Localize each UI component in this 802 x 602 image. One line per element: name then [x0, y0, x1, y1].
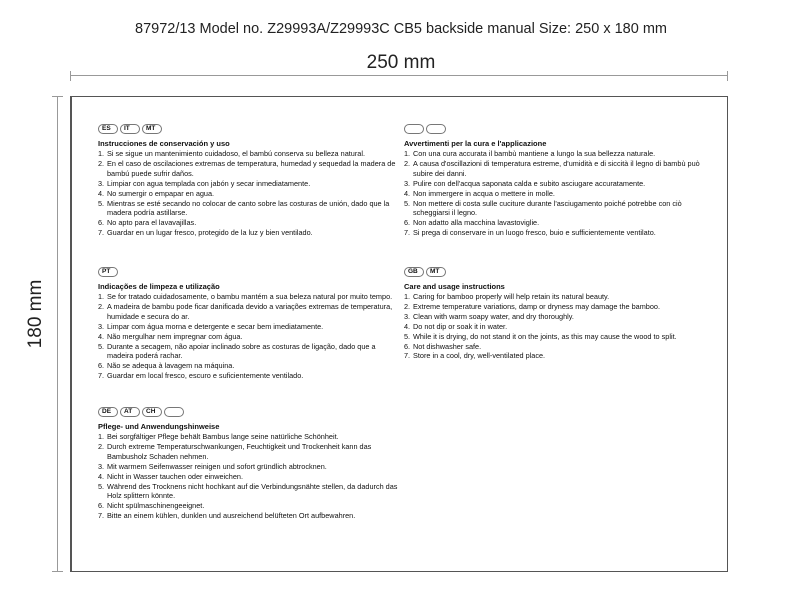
- instruction-item: [404, 189, 710, 199]
- language-badges: [98, 407, 403, 417]
- instruction-list: [98, 149, 403, 238]
- item-text: Si prega di conservare in un luogo fresco, buio e sufficientemente ventilato.: [413, 228, 656, 238]
- item-number: 4.: [98, 471, 105, 481]
- item-number: 5.: [404, 198, 411, 208]
- section-it: [404, 124, 710, 238]
- instruction-item: [98, 332, 403, 342]
- item-text: Limpar com água morna e detergente e secar bem imediatamente.: [107, 321, 324, 331]
- section-title: Instrucciones de conservación y uso: [98, 139, 230, 148]
- item-text: Not dishwasher safe.: [413, 341, 482, 351]
- instruction-list: [404, 292, 710, 361]
- instruction-item: [404, 302, 710, 312]
- item-number: 6.: [404, 218, 411, 228]
- instruction-item: [404, 292, 710, 302]
- item-text: Durante a secagem, não apoiar inclinado sobre as costuras de ligação, dado que a madeira poderá rachar.: [107, 341, 376, 361]
- instruction-item: [98, 159, 403, 179]
- instruction-item: [98, 199, 403, 219]
- instruction-item: [404, 218, 710, 228]
- section-title: Indicações de limpeza e utilização: [98, 282, 220, 291]
- item-text: Guardar en un lugar fresco, protegido de la luz y bien ventilado.: [107, 228, 313, 238]
- item-text: Do not dip or soak it in water.: [413, 321, 508, 331]
- document-title: 87972/13 Model no. Z29993A/Z29993C CB5 backside manual Size: 250 x 180 mm: [135, 21, 667, 37]
- instruction-item: [404, 159, 710, 179]
- language-badge: GB: [404, 267, 424, 277]
- item-number: 3.: [404, 178, 411, 188]
- instruction-item: [98, 228, 403, 238]
- item-text: Não se adequa à lavagem na máquina.: [107, 361, 235, 371]
- language-badge: [404, 124, 424, 134]
- item-text: Limpiar con agua templada con jabón y secar inmediatamente.: [107, 178, 311, 188]
- item-text: Si se sigue un mantenimiento cuidadoso, el bambú conserva su belleza natural.: [107, 149, 365, 158]
- item-text: Guardar em local fresco, escuro e suficientemente ventilado.: [107, 371, 304, 381]
- item-number: 5.: [98, 341, 105, 351]
- instruction-item: [98, 432, 403, 442]
- item-number: 7.: [98, 511, 105, 521]
- item-number: 1.: [404, 149, 411, 158]
- item-text: Non mettere di costa sulle cuciture durante l'asciugamento poiché potrebbe con ciò scheggiarsi il legno.: [413, 198, 682, 218]
- item-number: 6.: [98, 501, 105, 511]
- item-text: Mit warmem Seifenwasser reinigen und sofort gründlich abtrocknen.: [107, 461, 327, 471]
- instruction-item: [404, 332, 710, 342]
- section-title: Avvertimenti per la cura e l'applicazione: [404, 139, 547, 148]
- instruction-item: [98, 511, 403, 521]
- instruction-item: [404, 342, 710, 352]
- language-badge: PT: [98, 267, 118, 277]
- item-text: Caring for bamboo properly will help retain its natural beauty.: [413, 292, 610, 301]
- instruction-item: [98, 218, 403, 228]
- section-title: Pflege- und Anwendungshinweise: [98, 422, 220, 431]
- item-number: 1.: [98, 149, 105, 158]
- instruction-item: [98, 482, 403, 502]
- language-badges: [404, 124, 710, 134]
- language-badges: [404, 267, 710, 277]
- instruction-item: [404, 199, 710, 219]
- item-number: 1.: [404, 292, 411, 301]
- item-number: 7.: [98, 371, 105, 381]
- height-dimension-tick-top: [52, 96, 63, 97]
- item-number: 7.: [98, 228, 105, 238]
- item-text: No apto para el lavavajillas.: [107, 218, 197, 228]
- item-text: Se for tratado cuidadosamente, o bambu mantém a sua beleza natural por muito tempo.: [107, 292, 393, 301]
- item-number: 6.: [98, 361, 105, 371]
- item-number: 4.: [98, 331, 105, 341]
- item-text: A causa d'oscillazioni di temperatura estreme, d'umidità e di siccità il legno di bambù può subire dei danni.: [413, 158, 700, 178]
- item-number: 6.: [98, 218, 105, 228]
- item-text: Nicht in Wasser tauchen oder einweichen.: [107, 471, 244, 481]
- language-badge: CH: [142, 407, 162, 417]
- item-text: Clean with warm soapy water, and dry thoroughly.: [413, 311, 574, 321]
- item-number: 1.: [98, 292, 105, 301]
- item-number: 2.: [98, 441, 105, 451]
- width-dimension-tick-left: [70, 71, 71, 81]
- instruction-item: [98, 189, 403, 199]
- language-badge: IT: [120, 124, 140, 134]
- item-text: Non immergere in acqua o mettere in molle.: [413, 188, 555, 198]
- item-number: 2.: [404, 301, 411, 311]
- item-number: 4.: [404, 188, 411, 198]
- instruction-item: [98, 361, 403, 371]
- width-dimension-line: [70, 75, 728, 76]
- instruction-item: [98, 322, 403, 332]
- item-text: Mientras se esté secando no colocar de canto sobre las costuras de unión, dado que la madera podría astillarse.: [107, 198, 390, 218]
- manual-sheet: [70, 96, 728, 572]
- item-text: Bei sorgfältiger Pflege behält Bambus lange seine natürliche Schönheit.: [107, 432, 339, 441]
- height-dimension-line: [57, 96, 58, 572]
- language-badge: MT: [142, 124, 162, 134]
- instruction-item: [98, 302, 403, 322]
- item-text: Con una cura accurata il bambù mantiene a lungo la sua bellezza naturale.: [413, 149, 656, 158]
- language-badge: [426, 124, 446, 134]
- item-number: 1.: [98, 432, 105, 441]
- item-number: 5.: [98, 198, 105, 208]
- language-badges: [98, 124, 403, 134]
- item-number: 3.: [98, 321, 105, 331]
- item-number: 4.: [98, 188, 105, 198]
- instruction-item: [404, 149, 710, 159]
- item-number: 7.: [404, 351, 411, 361]
- item-number: 3.: [404, 311, 411, 321]
- item-text: A madeira de bambu pode ficar danificada devido a variações extremas de temperatura, humidade e secura do ar.: [107, 301, 393, 321]
- language-badge: ES: [98, 124, 118, 134]
- section-title: Care and usage instructions: [404, 282, 505, 291]
- item-text: Pulire con dell'acqua saponata calda e subito asciugare accuratamente.: [413, 178, 646, 188]
- instruction-item: [404, 322, 710, 332]
- item-text: Store in a cool, dry, well-ventilated place.: [413, 351, 546, 361]
- item-number: 3.: [98, 461, 105, 471]
- item-number: 2.: [98, 301, 105, 311]
- item-number: 2.: [404, 158, 411, 168]
- item-number: 7.: [404, 228, 411, 238]
- item-number: 4.: [404, 321, 411, 331]
- section-de: [98, 407, 403, 521]
- section-gb: [404, 267, 710, 361]
- instruction-list: [98, 292, 403, 381]
- width-dimension-label: 250 mm: [366, 52, 436, 73]
- instruction-item: [404, 179, 710, 189]
- instruction-item: [404, 351, 710, 361]
- item-text: While it is drying, do not stand it on the joints, as this may cause the wood to split.: [413, 331, 677, 341]
- language-badges: [98, 267, 403, 277]
- instruction-list: [404, 149, 710, 238]
- height-dimension-label: 180 mm: [25, 279, 46, 349]
- language-badge: [164, 407, 184, 417]
- item-text: Nicht spülmaschinengeeignet.: [107, 501, 205, 511]
- width-dimension-tick-right: [727, 71, 728, 81]
- instruction-item: [98, 149, 403, 159]
- instruction-item: [404, 228, 710, 238]
- item-number: 5.: [98, 481, 105, 491]
- instruction-item: [98, 371, 403, 381]
- item-number: 5.: [404, 331, 411, 341]
- item-text: Bitte an einem kühlen, dunklen und ausreichend belüfteten Ort aufbewahren.: [107, 511, 356, 521]
- item-text: No sumergir o empapar en agua.: [107, 188, 215, 198]
- language-badge: AT: [120, 407, 140, 417]
- item-number: 2.: [98, 158, 105, 168]
- instruction-item: [98, 179, 403, 189]
- language-badge: DE: [98, 407, 118, 417]
- item-text: Während des Trocknens nicht hochkant auf die Verbindungsnähte stellen, da dadurch das Holz splittern könnte.: [107, 481, 398, 501]
- item-number: 6.: [404, 341, 411, 351]
- item-text: Non adatto alla macchina lavastoviglie.: [413, 218, 540, 228]
- instruction-item: [98, 472, 403, 482]
- item-text: En el caso de oscilaciones extremas de temperatura, humedad y sequedad la madera de bambú puede sufrir daños.: [107, 158, 396, 178]
- item-number: 3.: [98, 178, 105, 188]
- item-text: Durch extreme Temperaturschwankungen, Feuchtigkeit und Trockenheit kann das Bambusholz Schaden nehmen.: [107, 441, 372, 461]
- instruction-item: [98, 292, 403, 302]
- section-es: [98, 124, 403, 238]
- instruction-item: [98, 442, 403, 462]
- item-text: Não mergulhar nem impregnar com água.: [107, 331, 243, 341]
- language-badge: MT: [426, 267, 446, 277]
- height-dimension-tick-bottom: [52, 571, 63, 572]
- instruction-item: [98, 342, 403, 362]
- section-pt: [98, 267, 403, 381]
- item-text: Extreme temperature variations, damp or dryness may damage the bamboo.: [413, 301, 660, 311]
- instruction-item: [98, 462, 403, 472]
- instruction-item: [98, 501, 403, 511]
- instruction-list: [98, 432, 403, 521]
- instruction-item: [404, 312, 710, 322]
